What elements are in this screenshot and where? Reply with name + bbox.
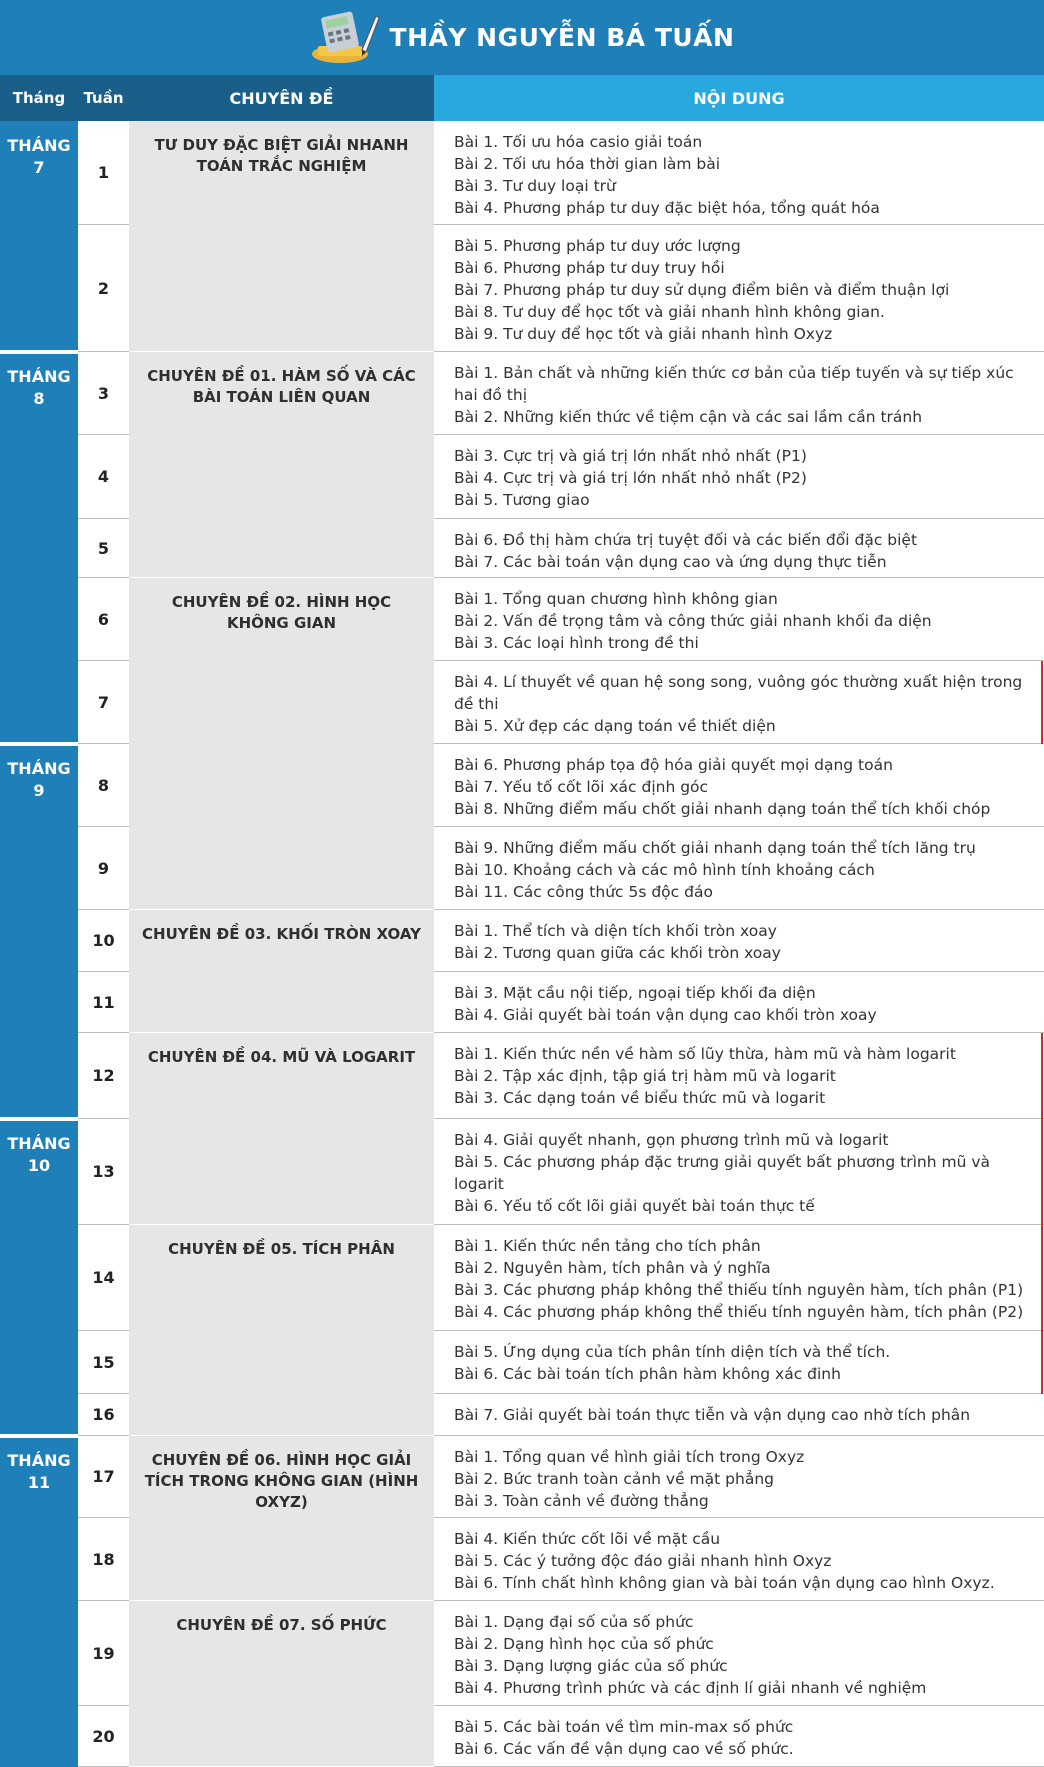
content-column-header: NỘI DUNG [434,75,1044,121]
lesson-item: Bài 2. Những kiến thức về tiệm cận và các sai lầm cần tránh [454,408,923,426]
lesson-item: Bài 11. Các công thức 5s độc đáo [454,883,713,901]
lesson-item: Bài 5. Ứng dụng của tích phân tính diện tích và thể tích. [454,1343,891,1361]
lesson-list [434,827,1044,910]
lesson-item: Bài 1. Dạng đại số của số phức [454,1613,694,1631]
lesson-item: Bài 10. Khoảng cách và các mô hình tính khoảng cách [454,861,875,879]
month-separator [0,1434,78,1438]
lesson-item: Bài 4. Giải quyết nhanh, gọn phương trình mũ và logarit [454,1131,889,1149]
lesson-list [434,1706,1044,1767]
lesson-list [434,1601,1044,1706]
week-number: 14 [78,1225,129,1331]
lesson-item: Bài 6. Phương pháp tọa độ hóa giải quyết mọi dạng toán [454,756,893,774]
month-label: 10 [27,1156,51,1175]
lesson-item: Bài 3. Tư duy loại trừ [454,177,616,195]
week-number: 3 [78,352,129,435]
month-label: 9 [33,781,45,800]
month-separator [0,742,78,746]
lesson-item: Bài 3. Các phương pháp không thể thiếu tính nguyên hàm, tích phân (P1) [454,1281,1024,1299]
lesson-item: Bài 5. Phương pháp tư duy ước lượng [454,237,741,255]
week-number: 19 [78,1601,129,1706]
lesson-item: Bài 5. Xử đẹp các dạng toán về thiết diện [454,717,776,735]
topic-column-header: CHUYÊN ĐỀ [129,75,434,121]
lesson-item: Bài 2. Vấn đề trọng tâm và công thức giải nhanh khối đa diện [454,612,932,630]
lesson-item: Bài 2. Nguyên hàm, tích phân và ý nghĩa [454,1259,771,1277]
lesson-item: Bài 8. Tư duy để học tốt và giải nhanh hình không gian. [454,303,885,321]
lesson-item: Bài 1. Kiến thức nền về hàm số lũy thừa, hàm mũ và hàm logarit [454,1045,956,1063]
lesson-list [434,121,1044,225]
month-label: THÁNG [7,759,71,778]
week-number: 7 [78,661,129,744]
lesson-item: Bài 4. Giải quyết bài toán vận dụng cao khối tròn xoay [454,1006,877,1024]
page-header [0,0,1044,75]
lesson-item: Bài 6. Phương pháp tư duy truy hồi [454,259,725,277]
lesson-list [434,1033,1044,1119]
week-number: 4 [78,435,129,519]
week-number: 1 [78,121,129,225]
accent-line [1041,661,1043,744]
month-cell [0,1436,78,1767]
lesson-list [434,225,1044,352]
lesson-item: Bài 3. Toàn cảnh về đường thẳng [454,1492,709,1510]
accent-line [1041,1033,1043,1394]
month-cell [0,121,78,352]
lesson-item: Bài 9. Những điểm mấu chốt giải nhanh dạng toán thể tích lăng trụ [454,839,976,857]
lesson-list [434,661,1044,744]
month-column-header: Tháng [0,75,78,121]
lesson-item: Bài 1. Thể tích và diện tích khối tròn xoay [454,922,777,940]
week-number: 17 [78,1436,129,1518]
lesson-item: Bài 4. Kiến thức cốt lõi về mặt cầu [454,1530,721,1548]
month-separator [0,350,78,354]
lesson-item: Bài 2. Tương quan giữa các khối tròn xoay [454,944,781,962]
lesson-item: Bài 5. Tương giao [454,491,590,509]
lesson-list [434,1225,1044,1331]
lesson-item: Bài 5. Các bài toán về tìm min-max số phức [454,1718,794,1736]
month-cell [0,744,78,1119]
week-column-header: Tuần [78,75,129,121]
lesson-list [434,1331,1044,1394]
topic-cell: CHUYÊN ĐỀ 07. SỐ PHỨC [129,1601,434,1767]
lesson-item: Bài 1. Tối ưu hóa casio giải toán [454,133,703,151]
week-number: 13 [78,1119,129,1225]
lesson-item: Bài 3. Các loại hình trong đề thi [454,634,699,652]
week-number: 2 [78,225,129,352]
lesson-item: Bài 4. Phương pháp tư duy đặc biệt hóa, tổng quát hóa [454,199,880,217]
lesson-list [434,1394,1044,1436]
lesson-list [434,744,1044,827]
lesson-list [434,910,1044,972]
lesson-item: Bài 4. Phương trình phức và các định lí giải nhanh về nghiệm [454,1679,927,1697]
lesson-item: Bài 7. Yếu tố cốt lõi xác định góc [454,778,709,796]
lesson-item: Bài 7. Phương pháp tư duy sử dụng điểm biên và điểm thuận lợi [454,281,950,299]
topic-cell: CHUYÊN ĐỀ 02. HÌNH HỌC KHÔNG GIAN [129,578,434,910]
lesson-list [434,435,1044,519]
lesson-item: Bài 1. Kiến thức nền tảng cho tích phân [454,1237,761,1255]
week-number: 9 [78,827,129,910]
lesson-item: Bài 4. Lí thuyết về quan hệ song song, vuông góc thường xuất hiện trong đề thi [454,673,1023,713]
month-cell [0,352,78,744]
lesson-item: Bài 6. Tính chất hình không gian và bài toán vận dụng cao hình Oxyz. [454,1574,995,1592]
lesson-item: Bài 8. Những điểm mấu chốt giải nhanh dạng toán thể tích khối chóp [454,800,991,818]
month-separator [0,1117,78,1121]
month-label: THÁNG [7,367,71,386]
lesson-item: Bài 2. Bức tranh toàn cảnh về mặt phẳng [454,1470,774,1488]
lesson-item: Bài 1. Bản chất và những kiến thức cơ bản của tiếp tuyến và sự tiếp xúc hai đồ thị [454,364,1014,404]
month-label: 7 [33,158,45,177]
topic-cell: CHUYÊN ĐỀ 06. HÌNH HỌC GIẢI TÍCH TRONG KHÔNG GIAN (HÌNH OXYZ) [129,1436,434,1601]
month-label: 8 [33,389,45,408]
week-number: 16 [78,1394,129,1436]
lesson-item: Bài 3. Các dạng toán về biểu thức mũ và logarit [454,1089,826,1107]
month-label: THÁNG [7,136,71,155]
month-label: 11 [27,1473,51,1492]
topic-cell: CHUYÊN ĐỀ 01. HÀM SỐ VÀ CÁC BÀI TOÁN LIÊN QUAN [129,352,434,578]
week-number: 10 [78,910,129,972]
week-number: 20 [78,1706,129,1767]
lesson-item: Bài 6. Đồ thị hàm chứa trị tuyệt đối và các biến đổi đặc biệt [454,531,918,549]
lesson-item: Bài 9. Tư duy để học tốt và giải nhanh hình Oxyz [454,325,833,343]
lesson-item: Bài 2. Tập xác định, tập giá trị hàm mũ và logarit [454,1067,836,1085]
lesson-item: Bài 4. Cực trị và giá trị lớn nhất nhỏ nhất (P2) [454,469,807,487]
lesson-item: Bài 1. Tổng quan về hình giải tích trong Oxyz [454,1448,805,1466]
lesson-list [434,972,1044,1033]
week-number: 11 [78,972,129,1033]
lesson-item: Bài 5. Các phương pháp đặc trưng giải quyết bất phương trình mũ và logarit [454,1153,990,1193]
lesson-item: Bài 1. Tổng quan chương hình không gian [454,590,778,608]
lesson-item: Bài 6. Yếu tố cốt lõi giải quyết bài toán thực tế [454,1197,815,1215]
month-label: THÁNG [7,1451,71,1470]
lesson-list [434,352,1044,435]
page-title: THẦY NGUYỄN BÁ TUẤN [389,23,735,52]
month-label: THÁNG [7,1134,71,1153]
lesson-item: Bài 7. Các bài toán vận dụng cao và ứng dụng thực tiễn [454,553,887,571]
lesson-list [434,1436,1044,1518]
calculator-pen-icon [310,10,380,66]
lesson-item: Bài 3. Cực trị và giá trị lớn nhất nhỏ nhất (P1) [454,447,807,465]
lesson-item: Bài 5. Các ý tưởng độc đáo giải nhanh hình Oxyz [454,1552,832,1570]
topic-cell: CHUYÊN ĐỀ 03. KHỐI TRÒN XOAY [129,910,434,1033]
week-number: 12 [78,1033,129,1119]
lesson-list [434,1518,1044,1601]
week-number: 8 [78,744,129,827]
week-number: 5 [78,519,129,578]
topic-cell: CHUYÊN ĐỀ 05. TÍCH PHÂN [129,1225,434,1436]
lesson-item: Bài 6. Các vấn đề vận dụng cao về số phức. [454,1740,794,1758]
topic-cell: TƯ DUY ĐẶC BIỆT GIẢI NHANH TOÁN TRẮC NGHIỆM [129,121,434,352]
lesson-item: Bài 2. Tối ưu hóa thời gian làm bài [454,155,721,173]
lesson-item: Bài 3. Mặt cầu nội tiếp, ngoại tiếp khối đa diện [454,984,816,1002]
lesson-item: Bài 4. Các phương pháp không thể thiếu tính nguyên hàm, tích phân (P2) [454,1303,1024,1321]
lesson-list [434,519,1044,578]
lesson-item: Bài 3. Dạng lượng giác của số phức [454,1657,728,1675]
lesson-item: Bài 2. Dạng hình học của số phức [454,1635,714,1653]
topic-cell: CHUYÊN ĐỀ 04. MŨ VÀ LOGARIT [129,1033,434,1225]
month-cell [0,1119,78,1436]
lesson-list [434,578,1044,661]
week-number: 6 [78,578,129,661]
lesson-item: Bài 6. Các bài toán tích phân hàm không xác đinh [454,1365,841,1383]
week-number: 15 [78,1331,129,1394]
week-number: 18 [78,1518,129,1601]
lesson-item: Bài 7. Giải quyết bài toán thực tiễn và vận dụng cao nhờ tích phân [454,1406,971,1424]
lesson-list [434,1119,1044,1225]
